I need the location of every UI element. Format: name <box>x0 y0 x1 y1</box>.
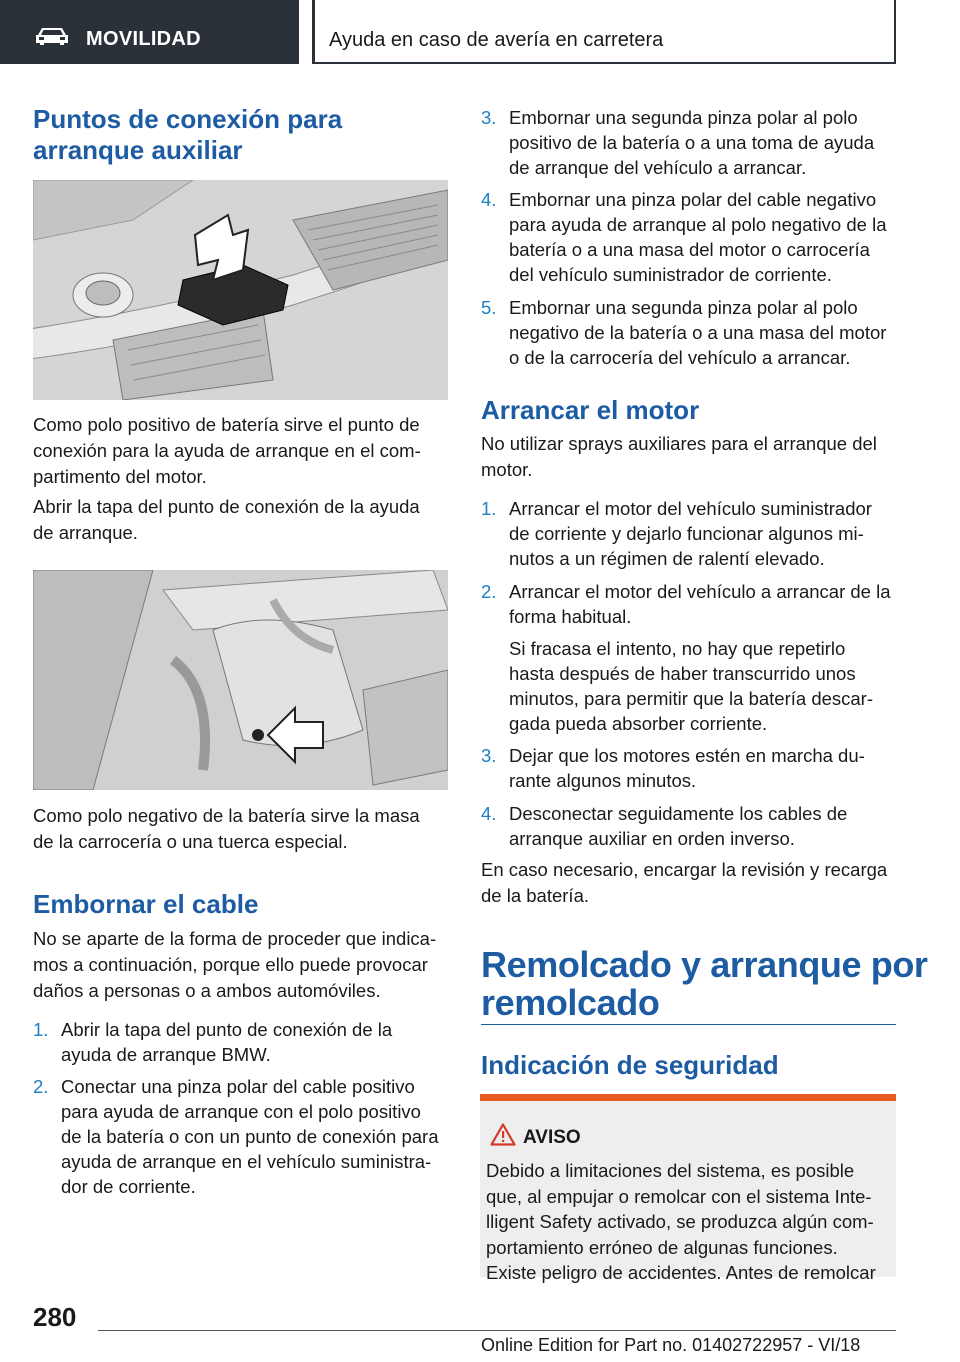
list-text <box>61 1074 438 1199</box>
paragraph-positive-terminal <box>33 412 421 490</box>
text-line: rante algunos minutos. <box>509 770 697 791</box>
text-line: Como polo negativo de la batería sirve la masa <box>33 805 420 826</box>
list-text <box>509 743 865 793</box>
text-line: del vehículo suministrador de corriente. <box>509 264 832 285</box>
header-tab-label: MOVILIDAD <box>86 28 201 50</box>
engine-bay-ground-point-illustration <box>33 570 448 790</box>
text-line: Embornar una segunda pinza polar al polo <box>509 297 858 318</box>
list-number: 2. <box>33 1076 49 1097</box>
text-line: Abrir la tapa del punto de conexión de la <box>61 1019 393 1040</box>
text-line: de la batería. <box>481 885 589 906</box>
list-text <box>509 801 847 851</box>
list-text <box>509 105 874 180</box>
text-line: batería o a una masa del motor o carrocería <box>509 239 870 260</box>
warning-triangle-icon <box>490 1123 516 1146</box>
text-line: No utilizar sprays auxiliares para el arranque del <box>481 433 877 454</box>
heading-towing <box>481 946 928 1022</box>
list-text <box>61 1017 392 1067</box>
paragraph-start-intro <box>481 431 877 483</box>
list-text <box>509 187 886 287</box>
text-line: para ayuda de arranque al polo negativo de la <box>509 214 887 235</box>
text-line: arranque auxiliar en orden inverso. <box>509 828 795 849</box>
list-number: 3. <box>481 745 497 766</box>
text-line: Dejar que los motores estén en marcha du- <box>509 745 865 766</box>
text-line: o de la carrocería del vehículo a arrancar. <box>509 347 851 368</box>
header-tab <box>0 0 299 64</box>
list-text <box>509 579 891 629</box>
footer-divider <box>98 1330 896 1331</box>
text-line: de la batería o con un punto de conexión para <box>61 1126 439 1147</box>
car-icon <box>34 26 70 46</box>
text-line: partimento del motor. <box>33 466 207 487</box>
list-text <box>509 295 886 370</box>
warning-title: AVISO <box>523 1127 581 1148</box>
text-line: Conectar una pinza polar del cable positivo <box>61 1076 415 1097</box>
section-title: Ayuda en caso de avería en carretera <box>329 29 664 51</box>
text-line: positivo de la batería o a una toma de ayuda <box>509 132 875 153</box>
text-line: Desconectar seguidamente los cables de <box>509 803 848 824</box>
heading-line: Puntos de conexión para <box>33 104 343 134</box>
section-divider <box>481 1024 896 1025</box>
text-line: de la carrocería o una tuerca especial. <box>33 831 348 852</box>
text-line: En caso necesario, encargar la revisión y recarga <box>481 859 888 880</box>
list-number: 4. <box>481 803 497 824</box>
text-line: No se aparte de la forma de proceder que indica- <box>33 928 437 949</box>
text-line: ayuda de arranque en el vehículo suministra- <box>61 1151 432 1172</box>
paragraph-warning-procedure <box>33 926 436 1004</box>
text-line: Existe peligro de accidentes. Antes de remolcar <box>486 1262 876 1283</box>
list-text <box>509 636 873 736</box>
text-line: forma habitual. <box>509 606 632 627</box>
paragraph-negative-terminal <box>33 803 420 855</box>
heading-line: Remolcado y arranque por <box>481 944 928 985</box>
text-line: Arrancar el motor del vehículo a arrancar de la <box>509 581 891 602</box>
text-line: daños a personas o a ambos automóviles. <box>33 980 381 1001</box>
engine-bay-positive-terminal-illustration <box>33 180 448 400</box>
text-line: de arranque. <box>33 522 138 543</box>
heading-connect-cable: Embornar el cable <box>33 889 259 919</box>
heading-connection-points <box>33 104 342 166</box>
list-number: 1. <box>33 1019 49 1040</box>
warning-box <box>480 1094 896 1283</box>
text-line: Como polo positivo de batería sirve el punto de <box>33 414 420 435</box>
text-line: de corriente y dejarlo funcionar algunos mi- <box>509 523 864 544</box>
text-line: gada pueda absorber corriente. <box>509 713 768 734</box>
text-line: conexión para la ayuda de arranque en el com- <box>33 440 421 461</box>
heading-line: arranque auxiliar <box>33 135 243 165</box>
text-line: para ayuda de arranque con el polo positivo <box>61 1101 421 1122</box>
text-line: lligent Safety activado, se produzca algún com- <box>486 1211 874 1232</box>
text-line: de arranque del vehículo a arrancar. <box>509 157 807 178</box>
list-number: 2. <box>481 581 497 602</box>
paragraph-closing <box>481 857 887 909</box>
text-line: Arrancar el motor del vehículo suministrador <box>509 498 872 519</box>
page-number: 280 <box>33 1302 77 1332</box>
heading-safety: Indicación de seguridad <box>481 1050 779 1080</box>
heading-line: remolcado <box>481 982 660 1023</box>
text-line: Embornar una segunda pinza polar al polo <box>509 107 858 128</box>
list-number: 3. <box>481 107 497 128</box>
text-line: dor de corriente. <box>61 1176 196 1197</box>
text-line: mos a continuación, porque ello puede provocar <box>33 954 428 975</box>
text-line: Si fracasa el intento, no hay que repetirlo <box>509 638 846 659</box>
paragraph-open-cover <box>33 494 420 546</box>
list-number: 4. <box>481 189 497 210</box>
heading-start-engine: Arrancar el motor <box>481 395 700 425</box>
text-line: hasta después de haber transcurrido unos <box>509 663 856 684</box>
header-title-box <box>312 0 896 64</box>
text-line: Debido a limitaciones del sistema, es posible <box>486 1160 855 1181</box>
text-line: que, al empujar o remolcar con el sistema Inte- <box>486 1185 872 1207</box>
text-line: Embornar una pinza polar del cable negativo <box>509 189 877 210</box>
warning-text <box>486 1158 894 1286</box>
text-line: negativo de la batería o a una masa del motor <box>509 322 887 343</box>
text-line: Abrir la tapa del punto de conexión de la ayuda <box>33 496 420 517</box>
text-line: nutos a un régimen de ralentí elevado. <box>509 548 825 569</box>
list-text <box>509 496 872 571</box>
edition-note: Online Edition for Part no. 01402722957 - VI/18 <box>481 1335 861 1355</box>
text-line: minutos, para permitir que la batería descar- <box>509 688 874 709</box>
list-number: 1. <box>481 498 497 519</box>
text-line: ayuda de arranque BMW. <box>61 1044 271 1065</box>
list-number: 5. <box>481 297 497 318</box>
text-line: portamiento erróneo de algunas funciones. <box>486 1236 838 1258</box>
text-line: motor. <box>481 459 533 480</box>
